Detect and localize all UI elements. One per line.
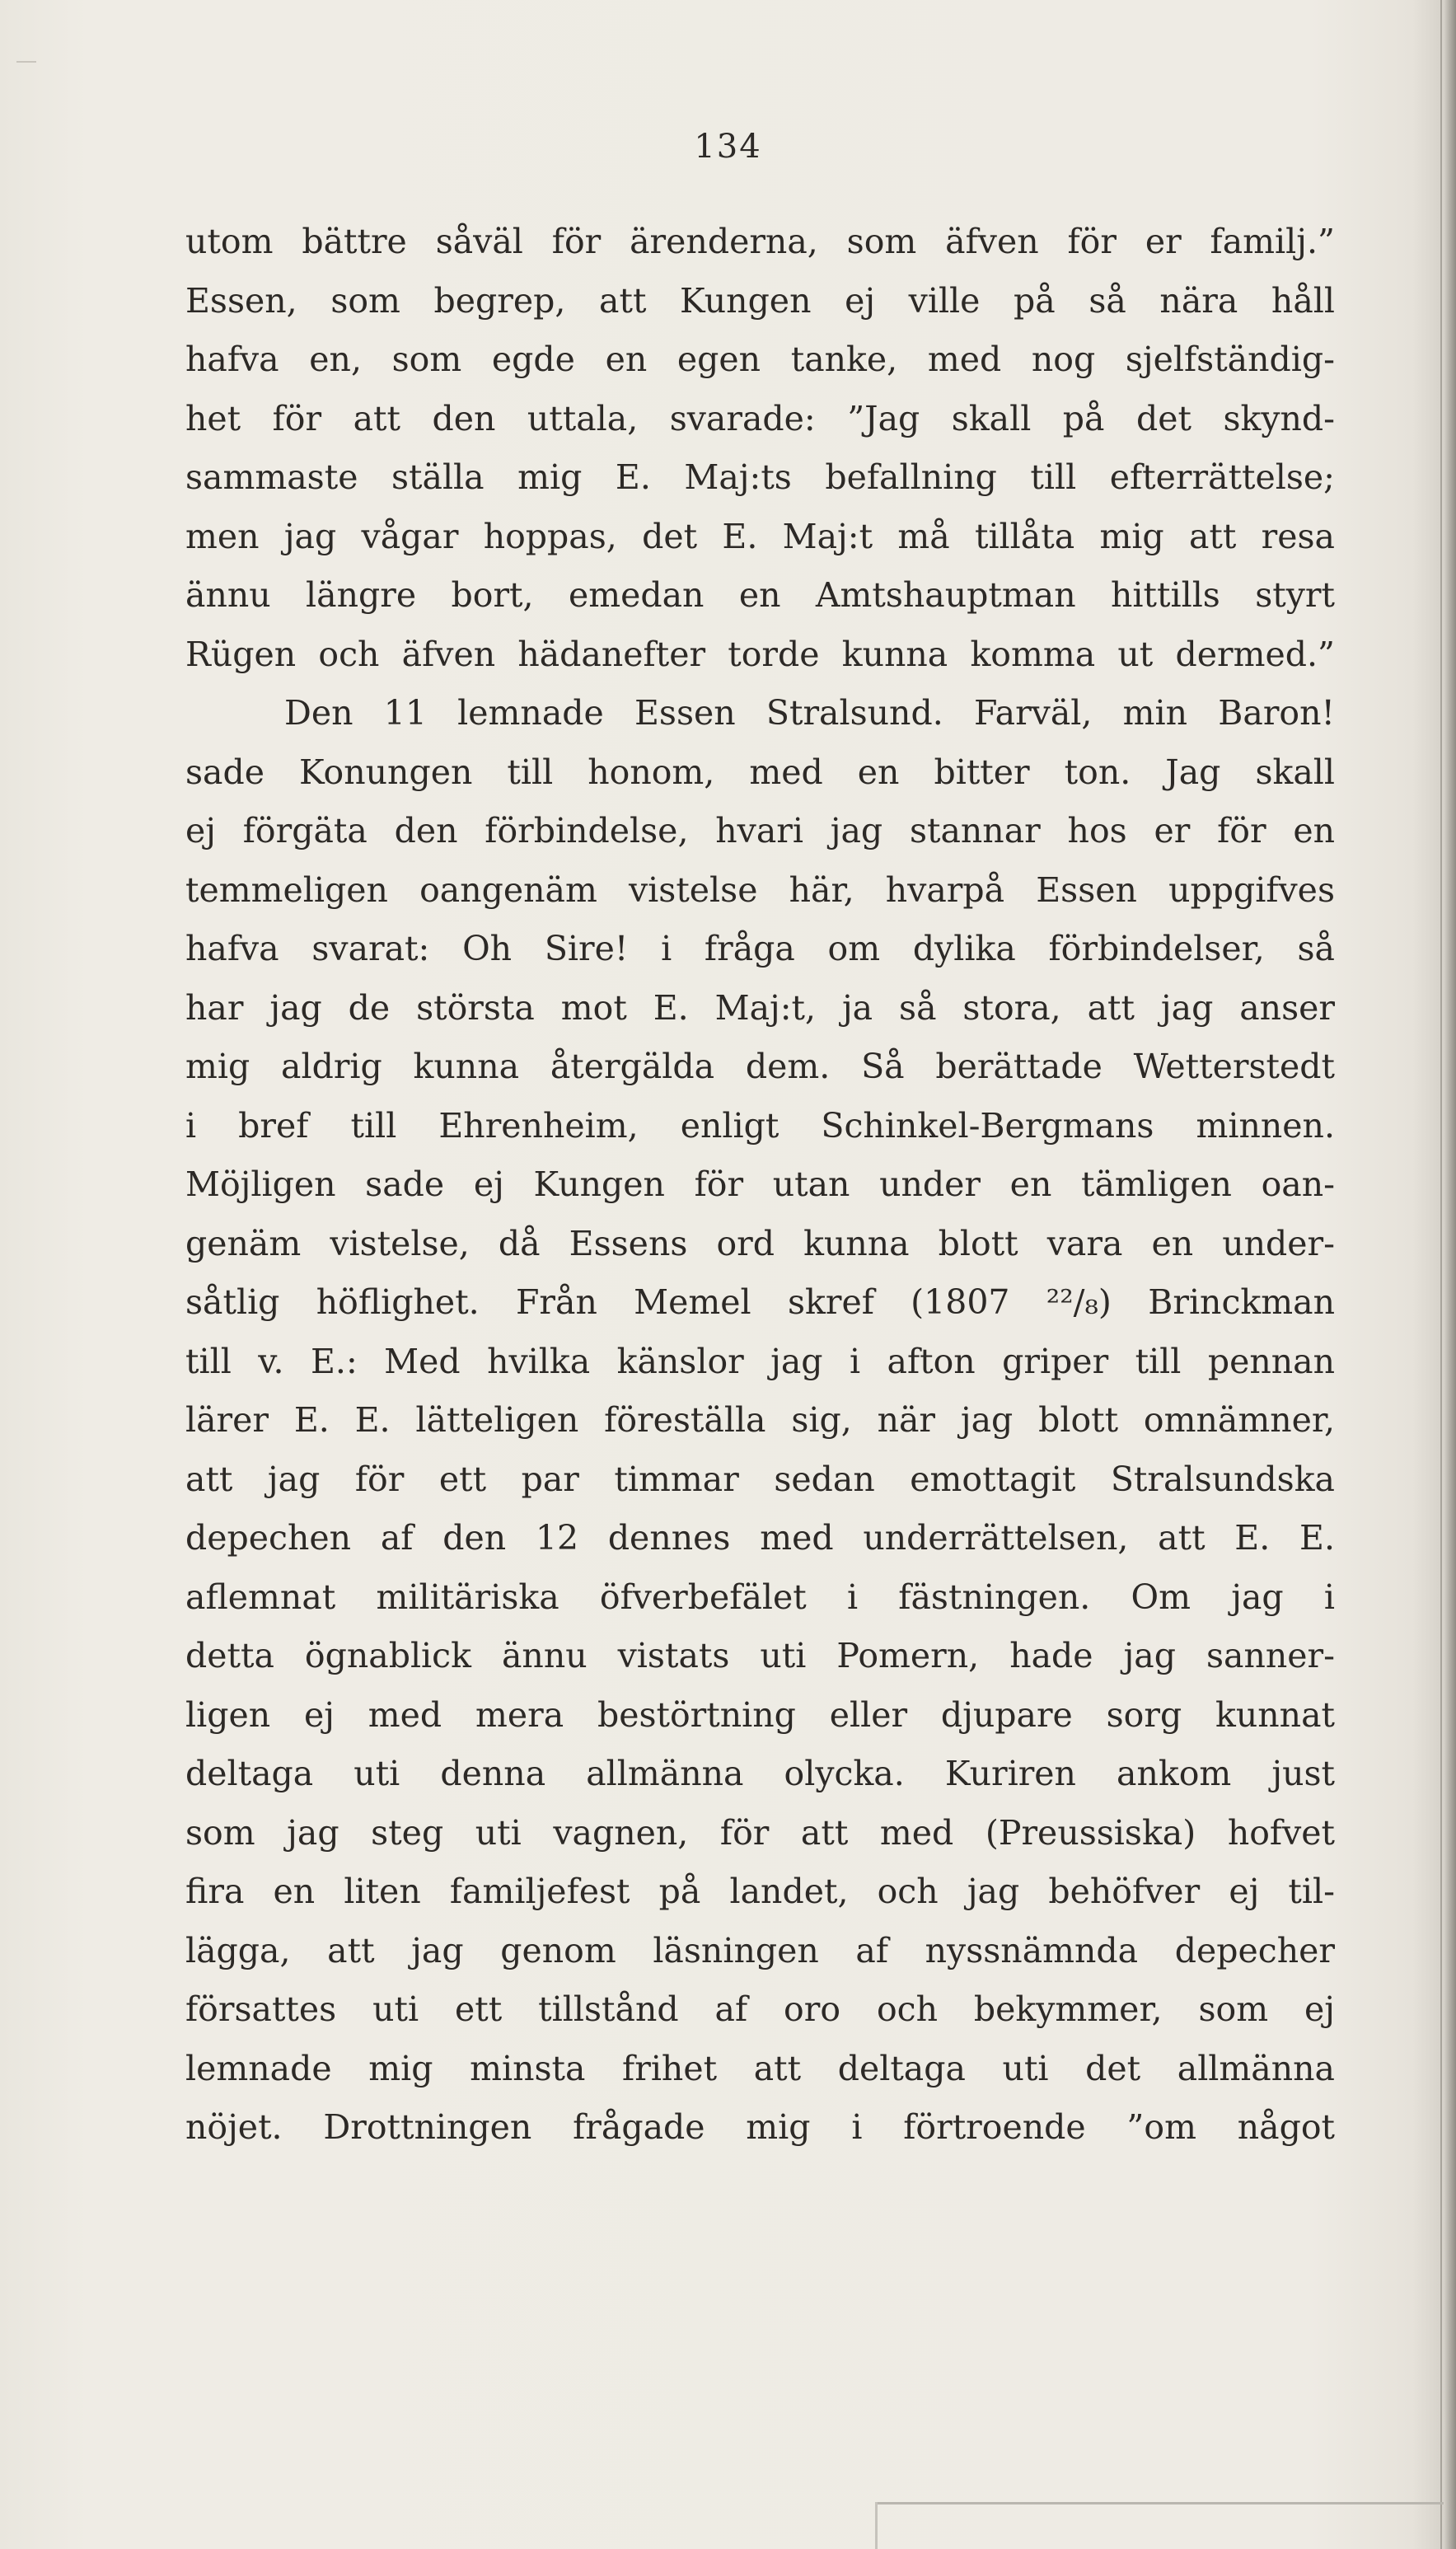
text-line: het för att den uttala, svarade: ”Jag skall på det skynd- <box>185 398 1335 438</box>
text-line: sammaste ställa mig E. Maj:ts befallning till efterrättelse; <box>185 457 1335 497</box>
page-edge-line <box>1440 0 1442 2549</box>
text-line: hafva svarat: Oh Sire! i fråga om dylika förbindelser, så <box>185 929 1335 968</box>
text-line: nöjet. Drottningen frågade mig i förtroende ”om något <box>185 2107 1335 2147</box>
text-line: ännu längre bort, emedan en Amtshauptman hittills styrt <box>185 575 1335 615</box>
text-line: genäm vistelse, då Essens ord kunna blott vara en under- <box>185 1223 1335 1263</box>
scan-border-corner <box>875 2502 878 2549</box>
text-line: som jag steg uti vagnen, för att med (Preussiska) hofvet <box>185 1812 1335 1853</box>
text-line: lemnade mig minsta frihet att deltaga uti det allmänna <box>185 2048 1335 2088</box>
text-line: lärer E. E. lätteligen föreställa sig, när jag blott omnämner, <box>185 1400 1335 1440</box>
text-line: temmeligen oangenäm vistelse här, hvarpå Essen uppgifves <box>185 869 1335 910</box>
text-line: såtlig höflighet. Från Memel skref (1807 ²²/₈) Brinckman <box>185 1282 1335 1322</box>
text-line: i bref till Ehrenheim, enligt Schinkel-Bergmans minnen. <box>185 1105 1335 1146</box>
text-line: lägga, att jag genom läsningen af nyssnämnda depecher <box>185 1930 1335 1970</box>
text-line: försattes uti ett tillstånd af oro och bekymmer, som ej <box>185 1989 1335 2029</box>
text-line: ej förgäta den förbindelse, hvari jag stannar hos er för en <box>185 811 1335 850</box>
text-line: ligen ej med mera bestörtning eller djupare sorg kunnat <box>185 1694 1335 1735</box>
text-line: Rügen och äfven hädanefter torde kunna komma ut dermed.” <box>185 634 1335 674</box>
text-line: till v. E.: Med hvilka känslor jag i afton griper till pennan <box>185 1341 1335 1381</box>
text-line: aflemnat militäriska öfverbefälet i fästningen. Om jag i <box>185 1577 1335 1617</box>
text-line: sade Konungen till honom, med en bitter ton. Jag skall <box>185 752 1335 792</box>
text-line: depechen af den 12 dennes med underrättelsen, att E. E. <box>185 1518 1335 1558</box>
page-number: 134 <box>694 128 762 166</box>
page-mark <box>16 61 36 63</box>
text-line: deltaga uti denna allmänna olycka. Kuriren ankom just <box>185 1754 1335 1793</box>
text-line: men jag vågar hoppas, det E. Maj:t må tillåta mig att resa <box>185 516 1335 556</box>
text-line: detta ögnablick ännu vistats uti Pomern, hade jag sanner- <box>185 1636 1335 1675</box>
body-text <box>185 213 1335 2158</box>
text-line: Essen, som begrep, att Kungen ej ville på så nära håll <box>185 280 1335 321</box>
page-edge-shadow <box>1444 0 1456 2549</box>
text-line: hafva en, som egde en egen tanke, med nog sjelfständig- <box>185 340 1335 379</box>
text-line: Den 11 lemnade Essen Stralsund. Farväl, min Baron! <box>284 693 1335 733</box>
text-line: mig aldrig kunna återgälda dem. Så berättade Wetterstedt <box>185 1047 1335 1086</box>
scan-border-bottom <box>875 2502 1444 2504</box>
text-line: Möjligen sade ej Kungen för utan under en tämligen oan- <box>185 1164 1335 1204</box>
text-line: har jag de största mot E. Maj:t, ja så stora, att jag anser <box>185 987 1335 1028</box>
text-line: fira en liten familjefest på landet, och jag behöfver ej til- <box>185 1872 1335 1911</box>
text-line: att jag för ett par timmar sedan emottagit Stralsundska <box>185 1459 1335 1499</box>
text-line: utom bättre såväl för ärenderna, som äfven för er familj.” <box>185 222 1335 261</box>
